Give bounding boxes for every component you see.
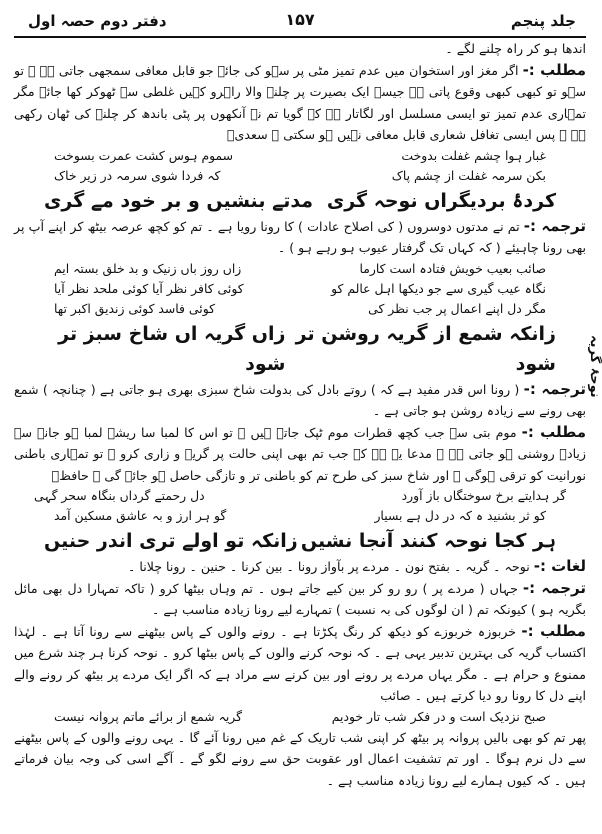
verse-couplet [14, 506, 586, 526]
verse-second-hemistich: کوئی کافر نظر آیا کوئی ملحد نظر آیا [54, 280, 244, 296]
page-number: ۱۵۷ [285, 10, 315, 29]
verse-second-hemistich: زانکہ تو اولے تری اندر حنیں [44, 530, 298, 552]
verse-first-hemistich: زانکہ شمع از گریہ روشن تر شود [295, 322, 556, 375]
paragraph [14, 556, 586, 578]
paragraph-text: اندھا ہو کر راہ چلنے لگے ۔ [445, 41, 586, 56]
verse-first-hemistich: بکن سرمہ غفلت از چشم پاک [391, 167, 546, 183]
paragraph-lead: مطلب :- [521, 621, 586, 640]
verse-couplet [14, 319, 586, 379]
verse-second-hemistich: کہ فردا شوی سرمہ در زیر خاک [54, 167, 221, 183]
paragraph-text: جہاں ( مردے پر ) رو رو کر بین کیے جاتے ہوں ۔ تم وہاں بیٹھا کرو ( تاکہ تمہارا دل بھی مائل بگریہ ہو ) کیونکہ تم ( ان لوگوں کی بہ نسبت ) تمہارے لیے رونا زیادہ مناسب ہے ۔ [14, 580, 586, 617]
paragraph [14, 216, 586, 259]
verse-second-hemistich: زاں گریہ اں شاخ سبز تر شود [58, 322, 286, 375]
verse-first-hemistich: مگر دل اپنے اعمال پر جب نظر کی [368, 300, 546, 316]
verse-first-hemistich: ہر کجا نوحہ کنند آنجا نشیں [300, 530, 556, 552]
verse-couplet [14, 707, 586, 727]
paragraph-text: تم نے مدتوں دوسروں ( کی اصلاح عادات ) کا رونا رویا ہے ۔ تم کو کچھ عرصہ بیٹھ کر اپنے آپ پر بھی رونا چاہیئے ( کہ کہاں تک گرفتار عیوب ہو رہے ہو ) ۔ [14, 218, 586, 255]
paragraph [14, 379, 586, 422]
margin-note: نوحۂ گریہ [587, 335, 602, 398]
paragraph-text: پھر تم کو بھی بالیں پروانہ پر بیٹھ کر اپنی شب تاریک کے غم میں رونا آئے گا ۔ یہی رونے والوں کے پاس بیٹھنے سے دل نرم ہوگا ۔ اور تم تشفیت اعمال اور عقوبت حق سے رونے لگو گے ۔ آگے اسی کی وجہ بیان فرماتے ہیں ۔ کہ کیوں ہمارے لیے رونا زیادہ مناسب ہے ۔ [14, 729, 586, 788]
paragraph [14, 38, 586, 60]
verse-couplet [14, 526, 586, 556]
verse-first-hemistich: غبار ہوا چشم غفلت بدوخت [401, 147, 546, 163]
paragraph [14, 621, 586, 707]
verse-second-hemistich: گو ہر ارز و بہ عاشق مسکین آمد [54, 508, 227, 523]
verse-couplet [14, 486, 586, 506]
page-header [14, 10, 586, 38]
verse-couplet [14, 259, 586, 279]
verse-couplet [14, 186, 586, 216]
paragraph-text: ( رونا اس قدر مفید ہے کہ ) روتے بادل کی بدولت شاخ سبزی بھری ہو جاتی ہے ( چنانچہ ) شمع بھی رونے سے زیادہ روشن ہو جاتی ہے ۔ [14, 381, 586, 418]
verse-second-hemistich: دل رحمتے گرداں بنگاہ سحر گہی [34, 488, 205, 503]
verse-first-hemistich: صائب بعیب خویش فتادہ است کارما [359, 260, 546, 276]
verse-second-hemistich: زاں روز باں زنیک و بد خلق بستہ ایم [54, 260, 242, 276]
verse-first-hemistich: گر ہدایتے برخ سوختگاں باز آورد [401, 488, 566, 503]
paragraph [14, 422, 586, 487]
verse-first-hemistich: کو ثر بشنید ہ کہ در دل ہے بسیار [374, 508, 546, 523]
verse-second-hemistich: گریہ شمع از برائے ماتم پروانہ نیست [54, 708, 243, 724]
paragraph-text: اگر مغز اور استخوان میں عدم تمیز مٹی پر سہو کی جائے جو قابل معافی سمجھی جاتی ہے ۔ تو سہو تو کبھی کبھی وقوع پاتی ہے جیسے ایک بصیرت پر چلنے والا راہرو کہیں غلطی سے ٹھوکر کھا جائے مگر تمہاری عدم تمیز تو ایسی مسلسل اور لگاتار ہے کہ گویا تم نے آنکھوں پر پٹی باندھ کر چلنے کی ٹھان رکھی ہے ۔ پس ایسی تغافل شعاری قابل معافی نہیں ہو سکتی ۔ سعدیؒ [14, 62, 586, 142]
paragraph [14, 60, 586, 146]
verse-couplet [14, 279, 586, 299]
verse-first-hemistich: کردۂ بردیگراں نوحہ گری [326, 189, 556, 212]
volume-title: جلد پنجم [510, 12, 576, 30]
paragraph [14, 578, 586, 621]
paragraph-text: خربوزہ خربوزے کو دیکھ کر رنگ پکڑتا ہے ۔ رونے والوں کے پاس بیٹھنے سے رونا آتا ہے ۔ لہٰذا اکتساب گریہ کی بہترین تدبیر یہی ہے ۔ کہ نوحہ کرنے والوں کے پاس بیٹھا کرو ۔ نوحہ کرنا ہر چند شرع میں ممنوع و حرام ہے ۔ مگر یہاں مردے پر رونے اور بین کرنے سے مراد ہے کہ اگر ایک مردے پر بیٹھ کر رونے والے اپنے دل کا رونا رو دیا کرتے ہیں ۔ صائب [14, 623, 586, 703]
paragraph-lead: ترجمہ :- [522, 578, 586, 597]
paragraph-lead: لغات :- [533, 557, 586, 575]
verse-couplet [14, 299, 586, 319]
verse-first-hemistich: نگاہ عیب گیری سے جو دیکھا اہل عالم کو [331, 280, 546, 296]
page-body [14, 38, 586, 791]
verse-second-hemistich: سموم ہوس کشت عمرت بسوخت [54, 147, 234, 163]
verse-second-hemistich: کوئی فاسد کوئی زندیق اکبر تھا [54, 300, 215, 316]
verse-couplet [14, 146, 586, 166]
paragraph-lead: مطلب :- [521, 422, 586, 441]
verse-first-hemistich: صبح نزدیک است و در فکر شب تار خودیم [331, 708, 546, 724]
paragraph-lead: ترجمہ :- [523, 216, 586, 235]
paragraph-text: موم بتی سے جب کچھ قطرات موم ٹپک جاتے ہیں ۔ تو اس کا لمبا سا ریشہ لمبا ہو جانے سے زیادہ روشنی ہو جاتی ہے ۔ مدعا یہ ہے کہ جب تم بھی اپنی حالت پر گریہ و زاری کرو ۔ تو تمہاری باطنی نورانیت کو ترقی ہوگی ۔ اور شاخ سبز کی طرح تم کو باطنی تر و تازگی حاصل ہو جائے گی ۔ حافظؒ [14, 424, 586, 483]
verse-second-hemistich: مدتے بنشیں و بر خود مے گری [44, 189, 314, 212]
paragraph-lead: مطلب :- [522, 60, 586, 79]
verse-couplet [14, 166, 586, 186]
paragraph-text: نوحہ ۔ گریہ ۔ بفتح نون ۔ مردے پر بآواز رونا ۔ بین کرنا ۔ حنین ۔ رونا چلانا ۔ [127, 559, 530, 574]
paragraph-lead: ترجمہ :- [523, 379, 586, 398]
paragraph [14, 727, 586, 792]
section-title: دفتر دوم حصہ اول [28, 12, 167, 30]
